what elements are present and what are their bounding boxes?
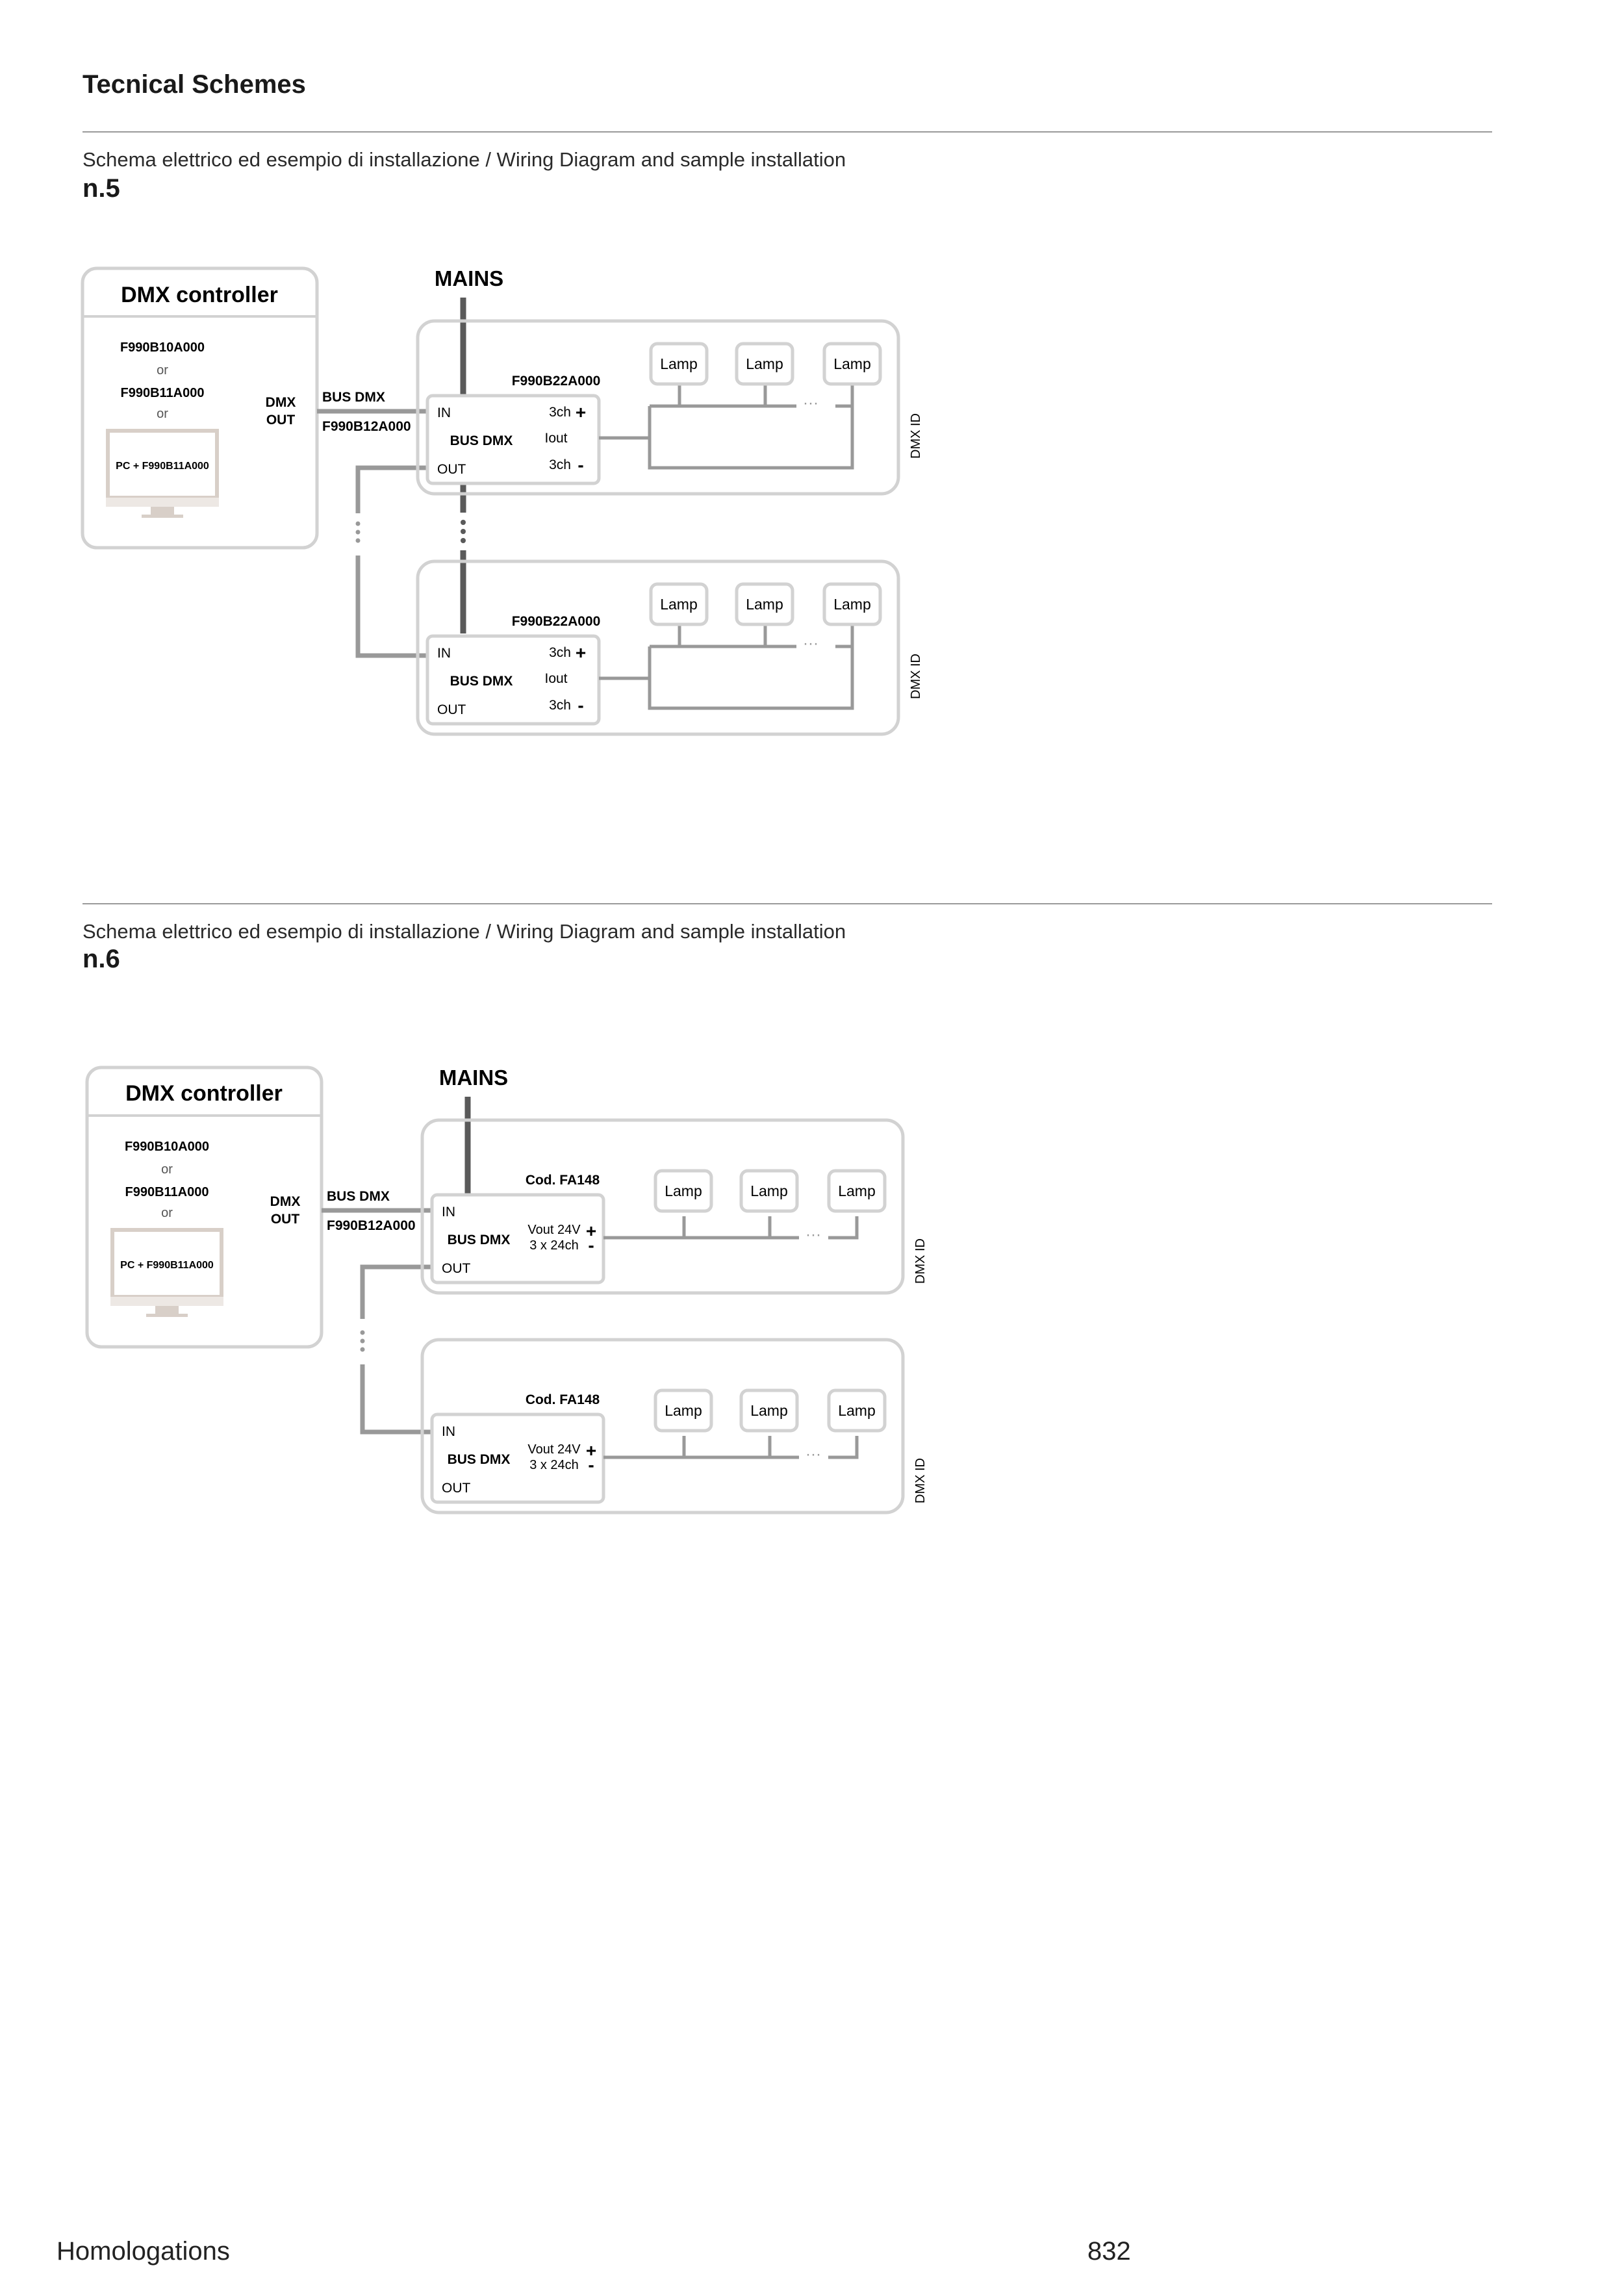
minus-sign: - [588,1235,594,1255]
controller-out: OUT [270,1212,300,1227]
unit-vout: Vout 24V [527,1442,581,1457]
unit-ch-plus: 3ch [549,405,571,420]
dmx-id-label: DMX ID [913,1238,928,1284]
controller-code1: F990B10A000 [120,340,205,355]
scheme5-number: n.5 [82,174,120,203]
controller-or1: or [161,1162,173,1177]
unit-in: IN [437,405,451,420]
svg-text:···: ··· [806,1446,821,1463]
plus-sign: + [585,1221,597,1241]
bus-code: F990B12A000 [327,1218,416,1233]
lamp-label: Lamp [660,596,698,613]
lamp-label: Lamp [833,596,871,613]
svg-text:···: ··· [803,635,818,652]
bus-label: BUS DMX [327,1189,390,1204]
lamp-label: Lamp [660,355,698,372]
monitor-icon [110,1230,223,1317]
unit-out: OUT [442,1481,471,1496]
unit-in: IN [437,646,451,661]
mains-label: MAINS [434,266,504,290]
scheme6-number: n.6 [82,945,120,973]
unit-code: Cod. FA148 [525,1173,600,1188]
controller-dmx: DMX [265,395,296,410]
unit-ch: 3 x 24ch [529,1458,579,1472]
unit-code: F990B22A000 [511,614,601,629]
unit-bus: BUS DMX [447,1233,511,1247]
plus-sign: + [585,1440,597,1461]
scheme6-subtitle: Schema elettrico ed esempio di installazione / Wiring Diagram and sample installation [82,920,846,943]
unit-out: OUT [437,462,466,477]
controller-or2: or [157,407,168,421]
unit-ch-minus: 3ch [549,698,571,713]
lamp-label: Lamp [750,1182,788,1199]
bus-label: BUS DMX [322,390,385,405]
lamp-label: Lamp [665,1182,702,1199]
unit-ch-plus: 3ch [549,645,571,660]
page-number: 832 [1087,2237,1131,2266]
dmx-id-label: DMX ID [909,654,923,699]
unit-iout: Iout [544,671,568,686]
controller-code1: F990B10A000 [124,1140,210,1154]
page-title: Tecnical Schemes [82,70,306,99]
dmx-id-label: DMX ID [909,413,923,459]
unit-bus: BUS DMX [447,1452,511,1467]
minus-sign: - [588,1455,594,1475]
controller-dmx: DMX [270,1194,301,1209]
svg-text:···: ··· [803,394,818,412]
controller-out: OUT [266,413,296,428]
plus-sign: + [575,402,587,422]
lamp-label: Lamp [833,355,871,372]
lamp-label: Lamp [746,596,783,613]
unit-iout: Iout [544,431,568,446]
plus-sign: + [575,643,587,663]
scheme5-subtitle: Schema elettrico ed esempio di installazione / Wiring Diagram and sample installation [82,148,846,171]
lamp-label: Lamp [750,1402,788,1419]
controller-pc-label: PC + F990B11A000 [116,461,209,472]
unit-ch: 3 x 24ch [529,1238,579,1253]
bus-code: F990B12A000 [322,419,411,434]
mains-label: MAINS [438,1066,509,1090]
unit-code: F990B22A000 [511,374,601,389]
controller-title: DMX controller [121,283,278,307]
unit-bus: BUS DMX [450,674,513,689]
minus-sign: - [577,455,584,475]
controller-code2: F990B11A000 [125,1185,209,1199]
lamp-label: Lamp [838,1402,876,1419]
unit-vout: Vout 24V [527,1223,581,1237]
lamp-label: Lamp [746,355,783,372]
lamp-label: Lamp [665,1402,702,1419]
dmx-id-label: DMX ID [913,1458,928,1503]
unit-out: OUT [437,702,466,717]
unit-bus: BUS DMX [450,433,513,448]
controller-or2: or [161,1206,173,1220]
footer-section: Homologations [57,2237,230,2266]
svg-text:···: ··· [806,1226,821,1244]
minus-sign: - [577,695,584,715]
unit-in: IN [442,1424,455,1439]
unit-in: IN [442,1205,455,1220]
unit-out: OUT [442,1261,471,1276]
unit-code: Cod. FA148 [525,1392,600,1407]
controller-pc-label: PC + F990B11A000 [120,1260,214,1271]
controller-code2: F990B11A000 [120,386,205,400]
lamp-label: Lamp [838,1182,876,1199]
controller-title: DMX controller [125,1081,283,1106]
controller-or1: or [157,363,168,377]
unit-ch-minus: 3ch [549,457,571,472]
